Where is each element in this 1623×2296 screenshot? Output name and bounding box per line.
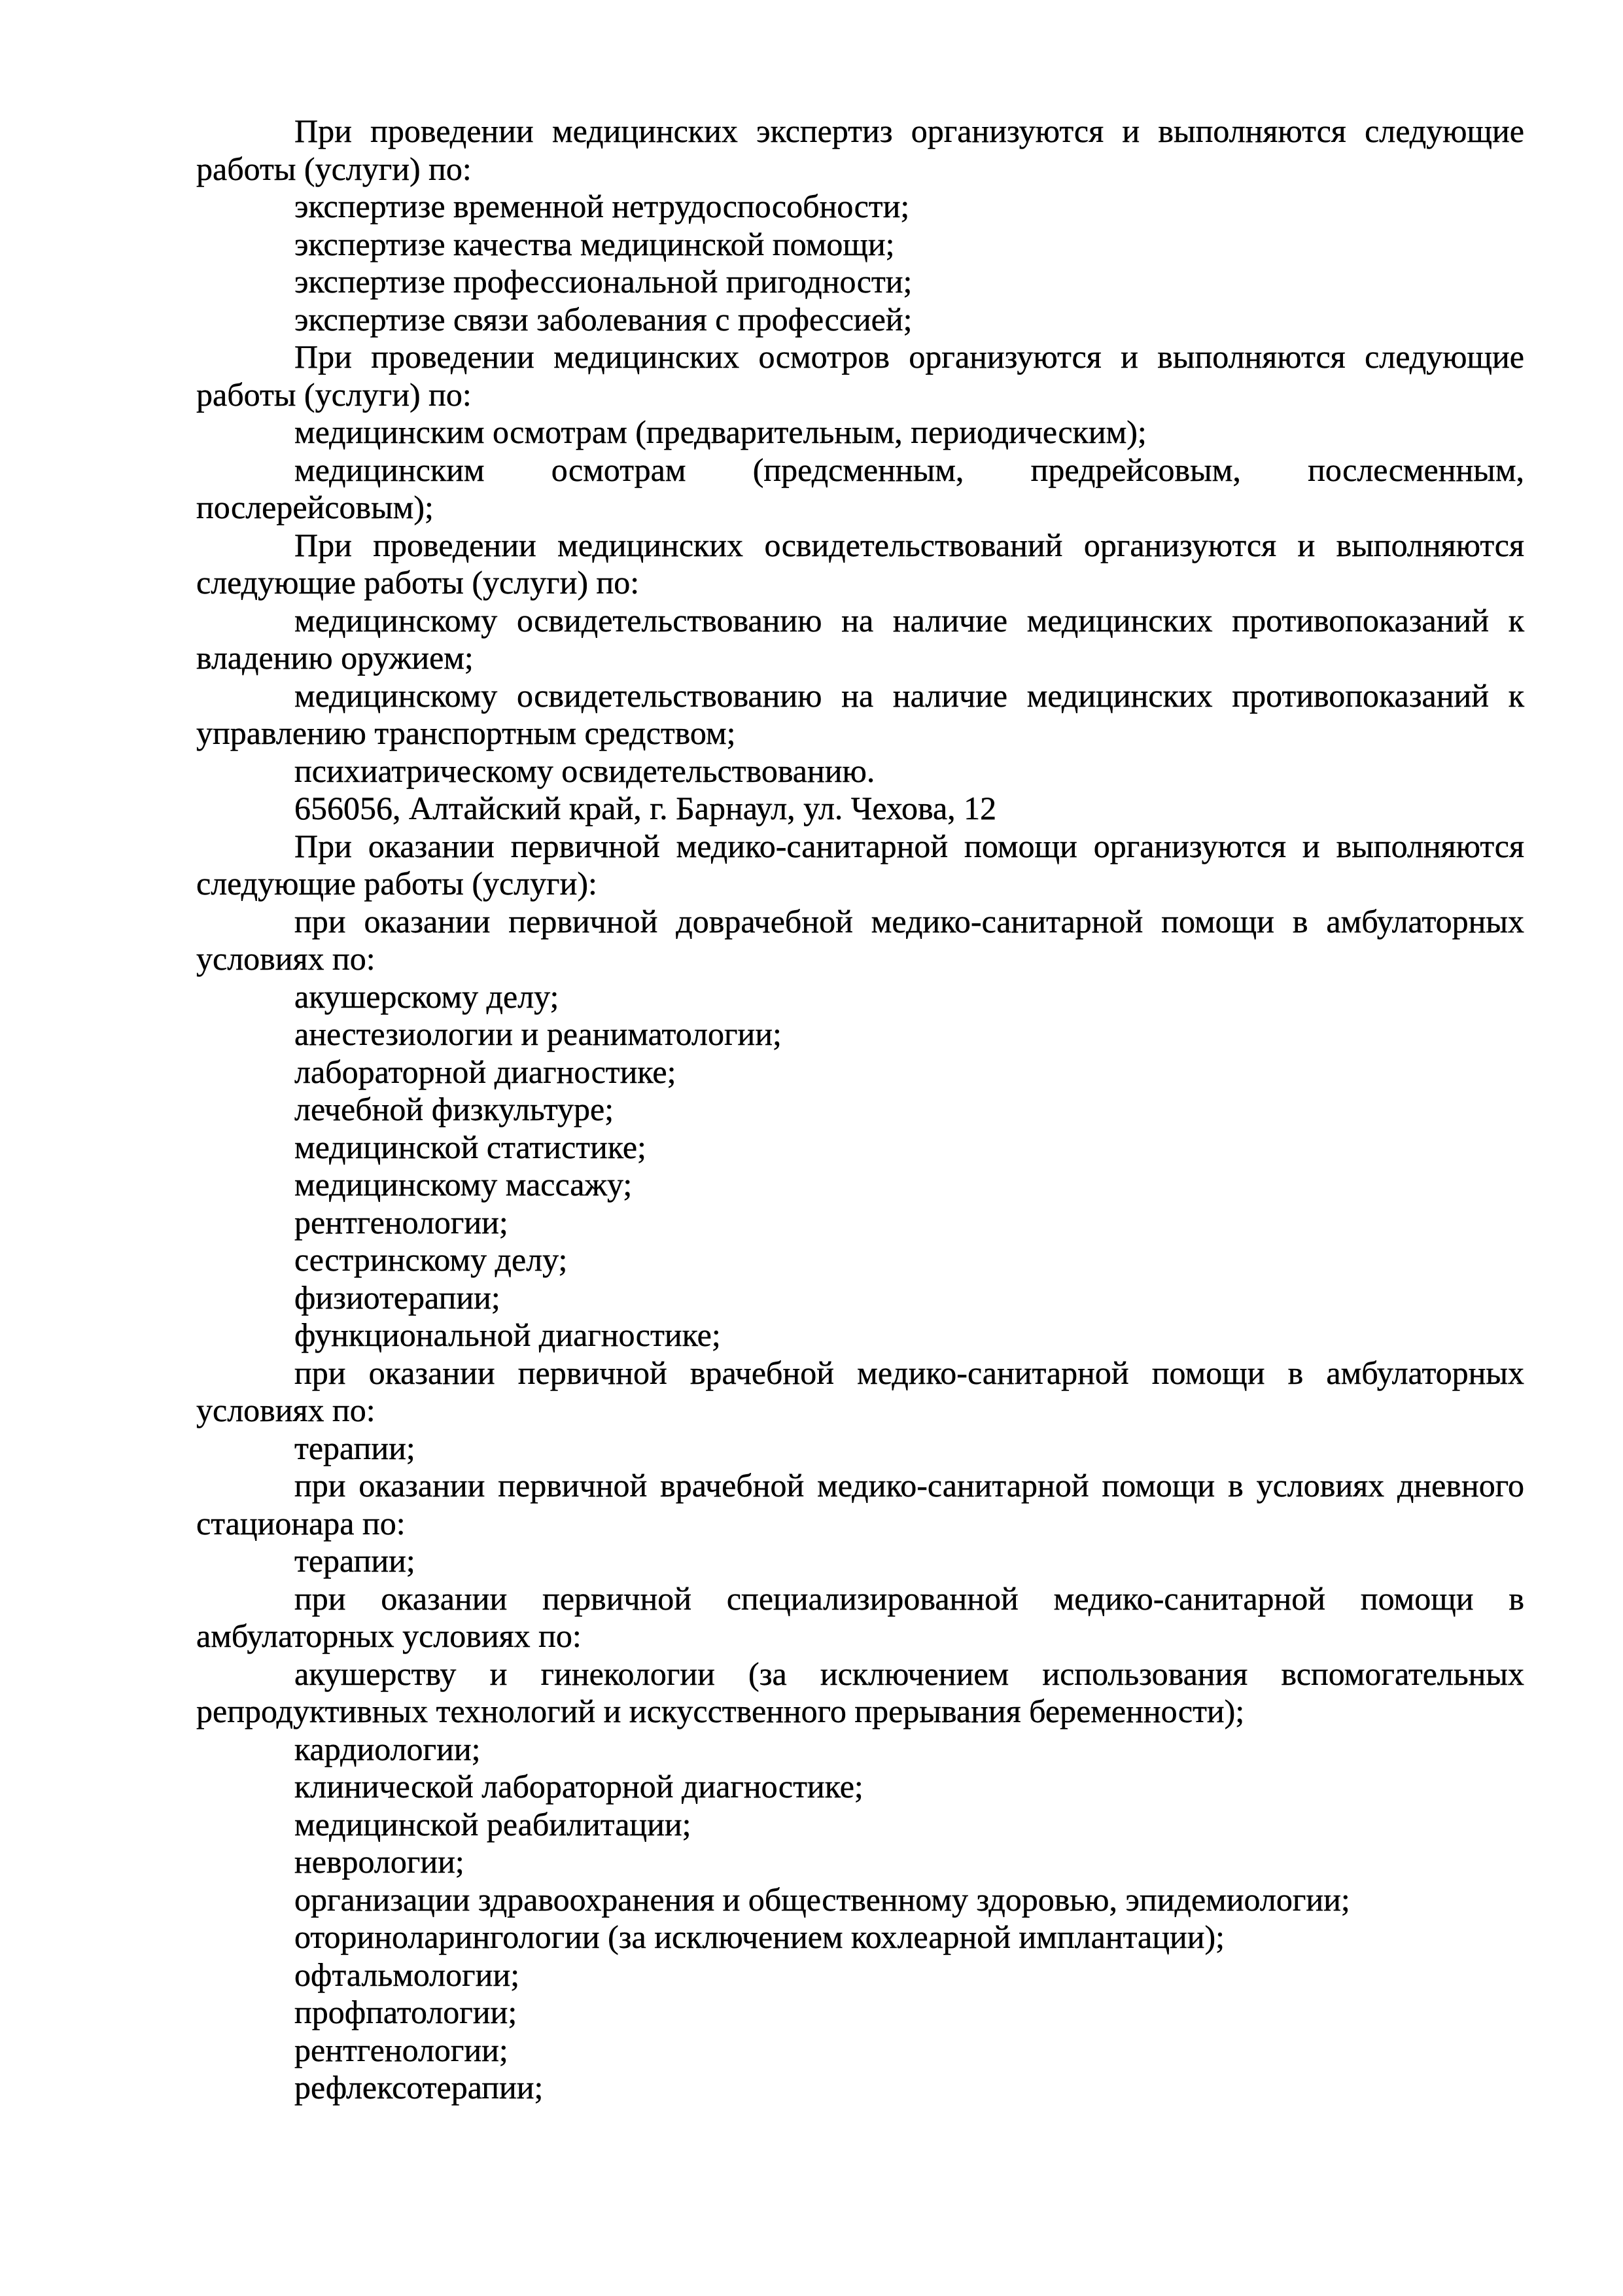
paragraph: лечебной физкультуре; [294,1091,614,1127]
paragraph: при оказании первичной доврачебной медико-санитарной помощи в амбулаторных условиях по: [196,902,1524,977]
paragraph: 656056, Алтайский край, г. Барнаул, ул. Чехова, 12 [294,790,997,826]
paragraph: экспертизе профессиональной пригодности; [294,263,913,300]
paragraph: терапии; [294,1542,415,1579]
paragraph: медицинским осмотрам (предварительным, периодическим); [294,414,1147,450]
paragraph: При оказании первичной медико-санитарной помощи организуются и выполняются следующие работы (услуги): [196,827,1524,902]
paragraph: физиотерапии; [294,1279,500,1316]
paragraph: рефлексотерапии; [294,2069,544,2106]
paragraph: кардиологии; [294,1730,481,1767]
paragraph: клинической лабораторной диагностике; [294,1768,864,1805]
paragraph: при оказании первичной врачебной медико-санитарной помощи в условиях дневного стационара по: [196,1467,1524,1542]
paragraph: При проведении медицинских осмотров организуются и выполняются следующие работы (услуги) по: [196,338,1524,413]
paragraph: при оказании первичной врачебной медико-санитарной помощи в амбулаторных условиях по: [196,1354,1524,1428]
paragraph: экспертизе временной нетрудоспособности; [294,188,910,224]
paragraph: При проведении медицинских освидетельствований организуются и выполняются следующие работы (услуги) по: [196,526,1524,601]
paragraph: медицинскому освидетельствованию на наличие медицинских противопоказаний к владению оружием; [196,601,1524,676]
license-works-text [196,113,1524,2107]
paragraph: медицинской реабилитации; [294,1805,691,1843]
paragraph: медицинским осмотрам (предсменным, предрейсовым, послесменным, послерейсовым); [196,451,1524,525]
paragraph: акушерству и гинекологии (за исключением использования вспомогательных репродуктивных технологий и искусственного прерывания беременности); [196,1655,1524,1729]
paragraph: профпатологии; [294,1994,517,2030]
paragraph: медицинскому освидетельствованию на наличие медицинских противопоказаний к управлению транспортным средством; [196,677,1524,751]
paragraph: медицинской статистике; [294,1128,646,1165]
paragraph: оториноларингологии (за исключением кохлеарной имплантации); [294,1918,1225,1955]
paragraph: рентгенологии; [294,2031,508,2068]
paragraph: терапии; [294,1429,415,1466]
paragraph: анестезиологии и реаниматологии; [294,1016,782,1052]
paragraph: лабораторной диагностике; [294,1053,676,1090]
paragraph: функциональной диагностике; [294,1316,721,1353]
paragraph: экспертизе связи заболевания с профессией; [294,300,913,338]
paragraph: акушерскому делу; [294,978,559,1015]
paragraph: рентгенологии; [294,1203,508,1241]
paragraph: при оказании первичной специализированной медико-санитарной помощи в амбулаторных условиях по: [196,1580,1524,1654]
paragraph: офтальмологии; [294,1956,520,1993]
paragraph: организации здравоохранения и общественному здоровью, эпидемиологии; [294,1881,1350,1918]
paragraph: медицинскому массажу; [294,1166,633,1203]
paragraph: психиатрическому освидетельствованию. [294,752,875,789]
paragraph: сестринскому делу; [294,1241,568,1278]
paragraph: неврологии; [294,1843,464,1880]
paragraph: экспертизе качества медицинской помощи; [294,225,895,262]
paragraph: При проведении медицинских экспертиз организуются и выполняются следующие работы (услуги) по: [196,113,1524,187]
